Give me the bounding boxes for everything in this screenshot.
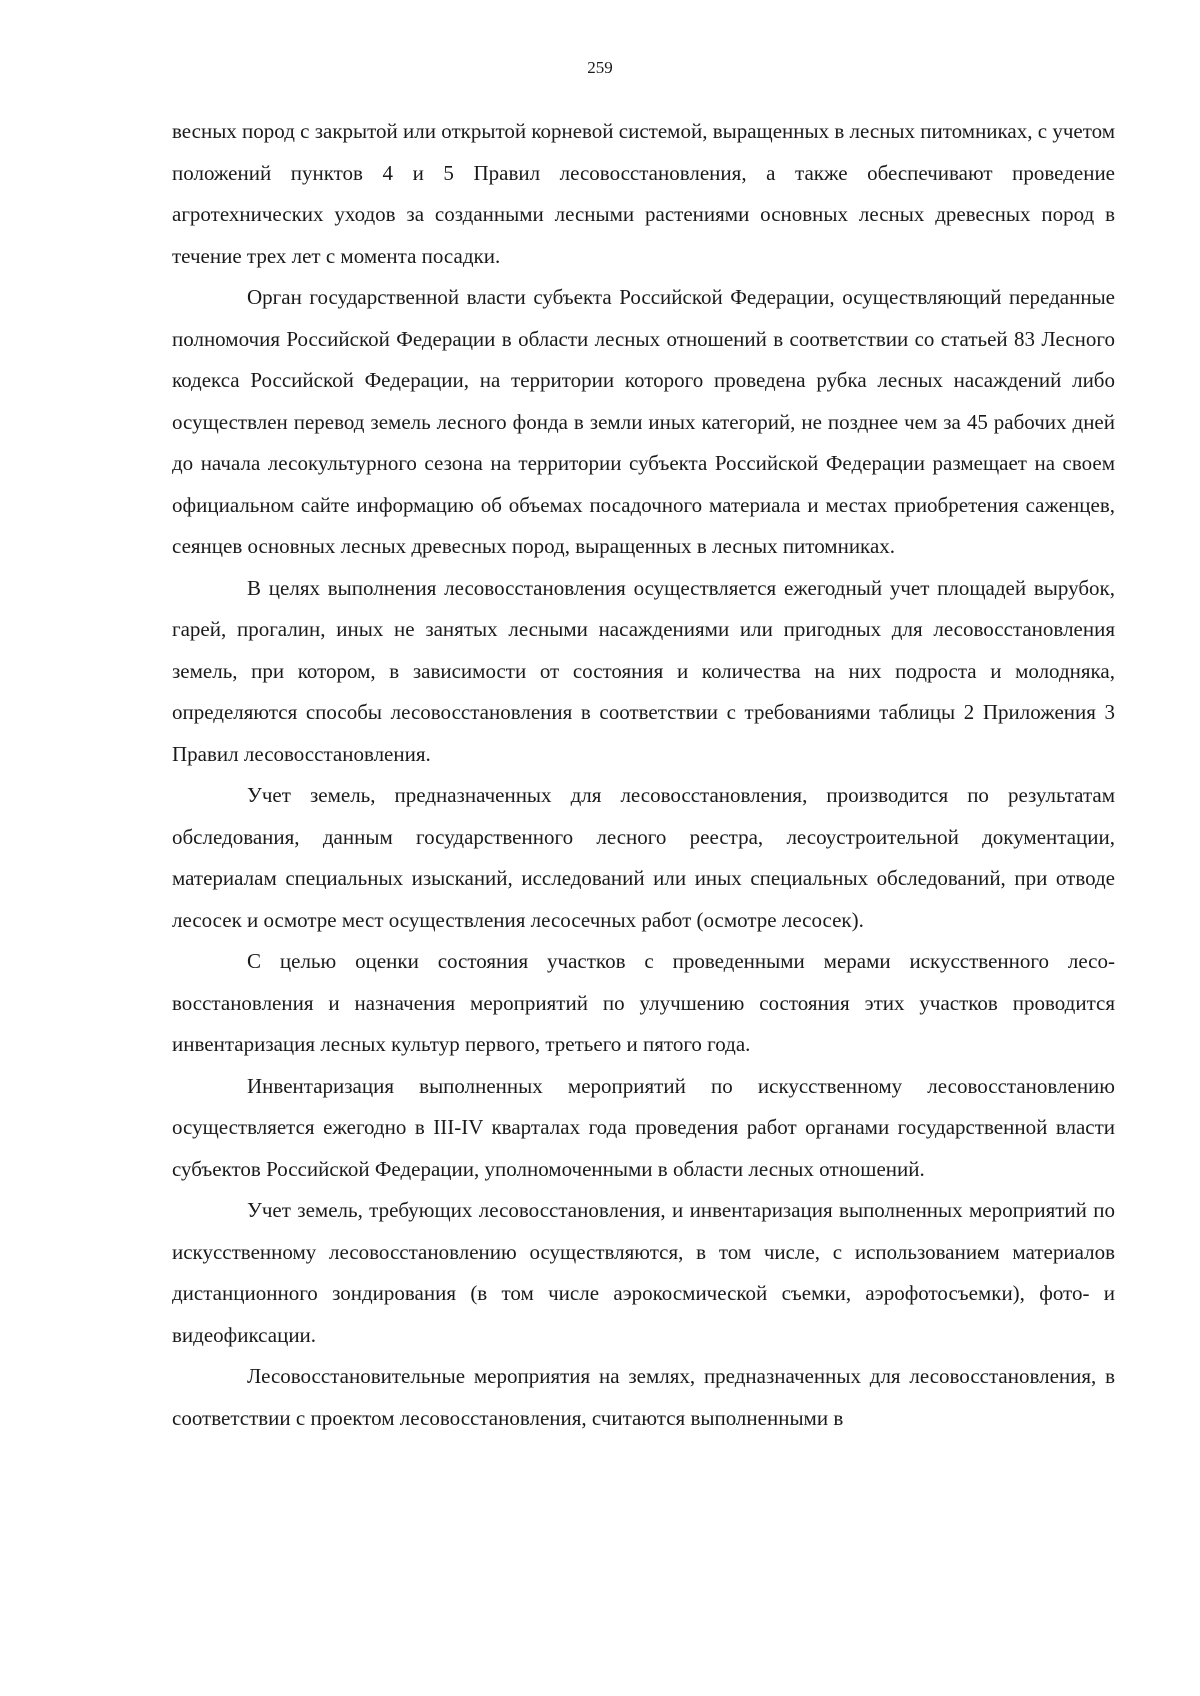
paragraph-land-accounting: Учет земель, предназначенных для лесовосстановления, производится по результатам обследования, данным государственного лесного реестра, лесоустроительной документации, материалам специальных изысканий, исследований или иных специальных обследований, при отводе лесосек и осмотре мест осуществления лесосечных работ (осмотре лесосек). <box>172 783 1115 932</box>
paragraph-annual-accounting: В целях выполнения лесовосстановления осуществляется ежегодный учет площадей вырубок, гарей, прогалин, иных не занятых лесными насаждениями или пригодных для лесовосстановления земель, при котором, в зависимости от состояния и количества на них подроста и молодняка, определяются способы лесовосстановления в соответствии с требованиями таблицы 2 Приложения 3 Правил лесовосстановления. <box>172 575 1115 766</box>
paragraph-continued: весных пород с закрытой или открытой корневой системой, выращенных в лесных питомниках, с учетом положений пунктов 4 и 5 Правил лесовосстановления, а также обеспечивают проведение агротехнических уходов за созданными лесными растениями основных лесных древесных пород в течение трех лет с момента посадки. <box>172 119 1115 268</box>
page-number: 259 <box>587 58 613 77</box>
paragraph-regional-authority: Орган государственной власти субъекта Российской Федерации, осуществляющий переданные полномочия Российской Федерации в области лесных отношений в соответствии со статьей 83 Лесного кодекса Российской Федерации, на территории которого проведена рубка лесных насаждений либо осуществлен перевод земель лесного фонда в земли иных категорий, не позднее чем за 45 рабочих дней до начала лесокультурного сезона на территории субъекта Российской Федерации размещает на своем официальном сайте информацию об объемах посадочного материала и местах приобретения саженцев, сеянцев основных лесных древесных пород, выращенных в лесных питомниках. <box>172 285 1115 558</box>
document-body <box>172 111 1115 1439</box>
paragraph-completion: Лесовосстановительные мероприятия на землях, предназначенных для лесовосстановления, в соответствии с проектом лесовосстановления, считаются выполненными в <box>172 1364 1115 1430</box>
paragraph-remote-sensing: Учет земель, требующих лесовосстановления, и инвентаризация выполненных мероприятий по искусственному лесовосстановлению осуществляются, в том числе, с использованием материалов дистанционного зондирования (в том числе аэрокосмической съемки, аэрофотосъемки), фото- и видеофиксации. <box>172 1198 1115 1347</box>
paragraph-inventory: Инвентаризация выполненных мероприятий по искусственному лесовосстановлению осуществляется ежегодно в III-IV кварталах года проведения работ органами государственной власти субъектов Российской Федерации, уполномоченными в области лесных отношений. <box>172 1073 1115 1181</box>
paragraph-condition-assessment: С целью оценки состояния участков с проведенными мерами искусственного лесовосстановления и назначения мероприятий по улучшению состояния этих участков проводится инвентаризация лесных культур первого, третьего и пятого года. <box>172 949 1115 1056</box>
